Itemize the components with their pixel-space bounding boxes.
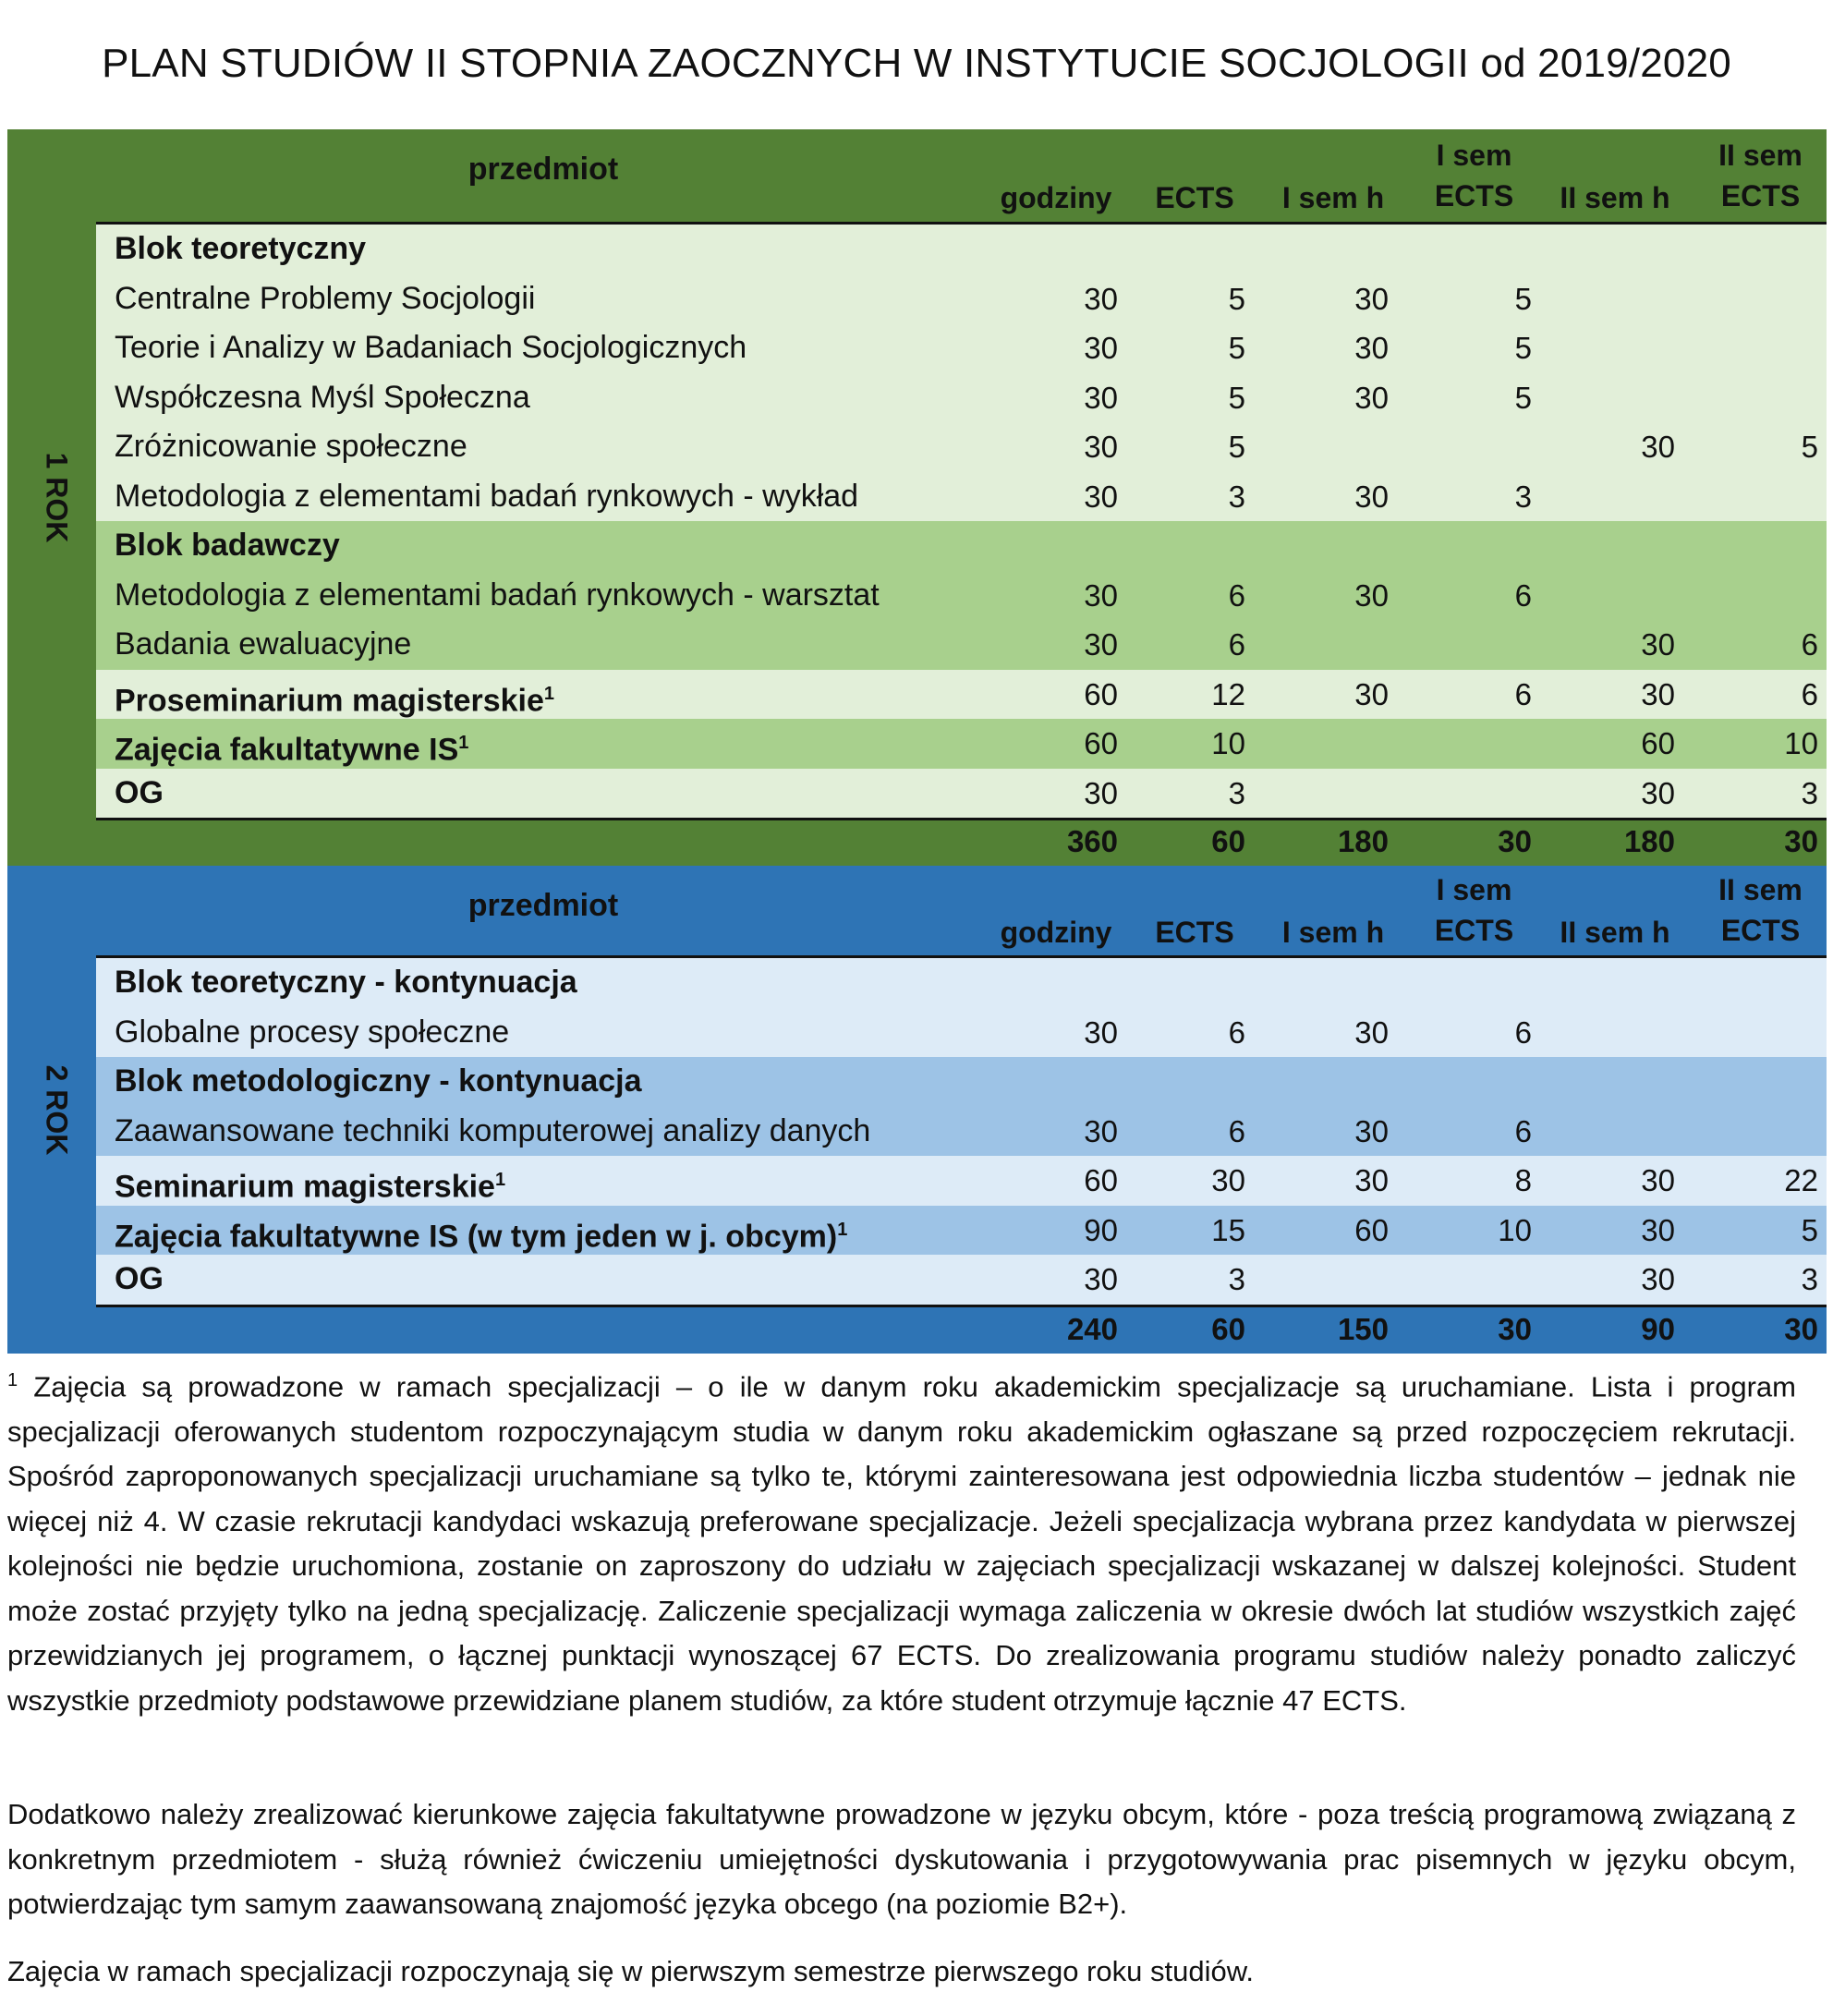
sem1-hours-cell: 30 [1354,1014,1389,1050]
total-sem2-hours: 90 [1641,1312,1675,1346]
ects-cell: 5 [1228,281,1245,316]
header-ects: ECTS [1155,916,1234,949]
subject-cell: Współczesna Myśl Społeczna [115,379,530,415]
header-sem2-ects: II sem ECTS [1718,873,1803,947]
year-1-block [7,129,1827,866]
sem2-hours-cell: 30 [1641,430,1675,464]
hours-cell: 30 [1084,577,1118,613]
sem1-hours-cell: 30 [1354,1163,1389,1197]
year-2-totals [7,1306,1827,1354]
page-title: PLAN STUDIÓW II STOPNIA ZAOCZNYCH W INSTYTUCIE SOCJOLOGII od 2019/2020 [102,41,1731,86]
hours-cell: 30 [1084,1262,1118,1296]
subject-cell: Teorie i Analizy w Badaniach Socjologicznych [115,330,747,365]
subject-cell: Blok teoretyczny - kontynuacja [115,965,577,1000]
hours-cell: 30 [1084,479,1118,514]
subject-cell: Seminarium magisterskie$^1$ [115,1169,506,1205]
hours-cell: 30 [1084,1014,1118,1050]
sem1-hours-cell: 30 [1354,1113,1389,1148]
year-1-label: 1 ROK [40,452,74,543]
ects-cell: 3 [1228,1262,1245,1296]
total-sem1-ects: 30 [1498,1312,1532,1346]
ects-cell: 30 [1211,1163,1245,1197]
sem2-hours-cell: 30 [1641,775,1675,810]
total-sem1-hours: 150 [1337,1312,1389,1346]
table-row [96,1206,1827,1256]
subject-cell: OG [115,774,164,810]
hours-cell: 30 [1084,627,1118,662]
sem1-ects-cell: 6 [1514,676,1532,711]
table-row [96,958,1827,1008]
sem1-hours-cell: 30 [1354,281,1389,316]
hours-cell: 90 [1084,1212,1118,1247]
sem1-hours-cell: 30 [1354,577,1389,613]
hours-cell: 30 [1084,775,1118,810]
ects-cell: 12 [1211,676,1245,711]
ects-cell: 5 [1228,430,1245,464]
subject-cell: Metodologia z elementami badań rynkowych - warsztat [115,577,880,613]
year-2-table [96,955,1827,1307]
header-ects: ECTS [1155,181,1234,214]
subject-cell: Blok metodologiczny - kontynuacja [115,1063,642,1099]
ects-cell: 5 [1228,380,1245,415]
sem2-hours-cell: 30 [1641,1212,1675,1247]
subject-cell: Zróżnicowanie społeczne [115,429,467,464]
ects-cell: 5 [1228,331,1245,365]
header-sem1-hours: I sem h [1281,181,1385,214]
table-row [96,1255,1827,1305]
ects-cell: 6 [1228,1014,1245,1050]
ects-cell: 3 [1228,775,1245,810]
header-sem2-ects: II sem ECTS [1718,139,1803,213]
header-hours: godziny [1000,181,1112,214]
sem2-ects-cell: 6 [1801,627,1818,662]
ects-cell: 3 [1228,479,1245,514]
sem1-ects-cell: 5 [1514,331,1532,365]
total-hours: 240 [1066,1312,1118,1346]
header-sem1-ects: I sem ECTS [1434,873,1514,947]
table-header [7,129,1827,222]
footnote-start: Zajęcia w ramach specjalizacji rozpoczynają się w pierwszym semestrze pierwszego roku studiów. [7,1955,1254,1987]
subject-cell: Zajęcia fakultatywne IS (w tym jeden w j. obcym)$^1$ [115,1218,848,1254]
hours-cell: 30 [1084,281,1118,316]
subject-cell: Metodologia z elementami badań rynkowych - wykład [115,478,859,514]
header-subject: przedmiot [467,888,619,923]
subject-cell: Badania ewaluacyjne [115,626,412,662]
sem1-ects-cell: 6 [1514,577,1532,613]
header-sem1-ects: I sem ECTS [1434,139,1514,213]
hours-cell: 60 [1084,1163,1118,1197]
ects-cell: 6 [1228,577,1245,613]
subject-cell: OG [115,1261,164,1296]
table-row [96,521,1827,571]
total-sem2-ects: 30 [1784,1312,1818,1346]
table-row [96,323,1827,373]
ects-cell: 6 [1228,1113,1245,1148]
sem1-ects-cell: 10 [1498,1212,1532,1247]
footnote-ref: 1 [837,1219,848,1240]
footnote-foreign-language: Dodatkowo należy zrealizować kierunkowe zajęcia fakultatywne prowadzone w języku obcym, które - poza treścią programową związaną z konkretnym przedmiotem - służą również ćwiczeniu umiejętności dyskutowania i przygotowywania prac pisemnych w języku obcym, potwierdzając tym samym zaawansowaną znajomość języka obcego (na poziomie B2+). [7,1798,1796,1920]
total-sem2-ects: 30 [1784,824,1818,858]
sem1-ects-cell: 5 [1514,380,1532,415]
sem1-ects-cell: 5 [1514,281,1532,316]
sem1-ects-cell: 6 [1514,1014,1532,1050]
total-sem1-hours: 180 [1337,824,1389,858]
sem1-hours-cell: 30 [1354,479,1389,514]
sem2-hours-cell: 30 [1641,676,1675,711]
year-1-table [96,222,1827,820]
sem1-ects-cell: 3 [1514,479,1532,514]
hours-cell: 60 [1084,676,1118,711]
total-ects: 60 [1211,1312,1245,1346]
table-row [96,1008,1827,1058]
header-subject: przedmiot [467,152,619,187]
subject-cell: Centralne Problemy Socjologii [115,280,536,316]
sem1-hours-cell: 30 [1354,676,1389,711]
ects-cell: 15 [1211,1212,1245,1247]
footnote-specializations: $^1$ Zajęcia są prowadzone w ramach specjalizacji – o ile w danym roku akademickim specjalizacje są uruchamiane. Lista i program specjalizacji oferowanych studentom rozpoczynającym studia w danym roku akademickim ogłaszane są przed rozpoczęciem rekrutacji. Spośród zaproponowanych specjalizacji uruchamiane są tylko te, którymi zainteresowana jest odpowiednia liczba studentów – jednak nie więcej niż 4. W czasie rekrutacji kandydaci wskazują preferowane specjalizacje. Jeżeli specjalizacja wybrana przez kandydata w pierwszej kolejności nie będzie uruchomiona, zostanie on zaproszony do udziału w zajęciach specjalizacji wskazanej w dalszej kolejności. Student może zostać przyjęty tylko na jedną specjalizację. Zaliczenie specjalizacji wymaga zaliczenia w okresie dwóch lat studiów wszystkich zajęć przewidzianych jej programem, o łącznej punktacji wynoszącej 67 ECTS. Do zrealizowania programu studiów należy ponadto zaliczyć wszystkie przedmioty podstawowe przewidziane planem studiów, za które student otrzymuje łącznie 47 ECTS. [7,1370,1796,1717]
table-row [96,670,1827,720]
year-2-label: 2 ROK [40,1064,74,1155]
header-sem2-hours: II sem h [1560,181,1670,214]
footnote-ref: 1 [543,683,555,704]
subject-cell: Globalne procesy społeczne [115,1014,510,1050]
sem2-hours-cell: 60 [1641,726,1675,760]
hours-cell: 30 [1084,1113,1118,1148]
table-row [96,769,1827,819]
hours-cell: 60 [1084,726,1118,760]
table-row [96,620,1827,670]
subject-cell: Proseminarium magisterskie$^1$ [115,682,555,718]
header-sem1-hours: I sem h [1281,916,1385,949]
ects-cell: 10 [1211,726,1245,760]
table-row [96,472,1827,522]
table-row [96,422,1827,472]
subject-cell: Zaawansowane techniki komputerowej analizy danych [115,1112,871,1148]
year-2-block [7,866,1827,1354]
table-row [96,719,1827,769]
footnote-ref: 1 [458,733,469,753]
subject-cell: Blok badawczy [115,528,340,563]
sem1-hours-cell: 30 [1354,380,1389,415]
table-row [96,1156,1827,1206]
sem2-ects-cell: 5 [1801,1212,1818,1247]
table-row [96,1107,1827,1157]
sem2-ects-cell: 10 [1784,726,1818,760]
sem2-hours-cell: 30 [1641,1262,1675,1296]
table-header [7,866,1827,958]
ects-cell: 6 [1228,627,1245,662]
sem1-ects-cell: 6 [1514,1113,1532,1148]
sem1-hours-cell: 60 [1354,1212,1389,1247]
sem2-ects-cell: 3 [1801,1262,1818,1296]
table-row [96,1057,1827,1107]
total-hours: 360 [1066,824,1118,858]
sem2-hours-cell: 30 [1641,627,1675,662]
year-1-totals [7,818,1827,866]
footnote-ref: 1 [494,1170,506,1190]
sem2-hours-cell: 30 [1641,1163,1675,1197]
sem2-ects-cell: 3 [1801,775,1818,810]
hours-cell: 30 [1084,331,1118,365]
header-hours: godziny [1000,916,1112,949]
sem1-hours-cell: 30 [1354,331,1389,365]
total-ects: 60 [1211,824,1245,858]
header-sem2-hours: II sem h [1560,916,1670,949]
table-row [96,274,1827,324]
sem1-ects-cell: 8 [1514,1163,1532,1197]
sem2-ects-cell: 5 [1801,430,1818,464]
hours-cell: 30 [1084,380,1118,415]
table-row [96,373,1827,423]
hours-cell: 30 [1084,430,1118,464]
total-sem2-hours: 180 [1623,824,1675,858]
table-row [96,225,1827,274]
subject-cell: Blok teoretyczny [115,231,367,266]
sem2-ects-cell: 22 [1784,1163,1818,1197]
subject-cell: Zajęcia fakultatywne $IS^1$ [115,732,469,768]
table-row [96,571,1827,621]
sem2-ects-cell: 6 [1801,676,1818,711]
footnote-mark: 1 [7,1370,18,1391]
total-sem1-ects: 30 [1498,824,1532,858]
